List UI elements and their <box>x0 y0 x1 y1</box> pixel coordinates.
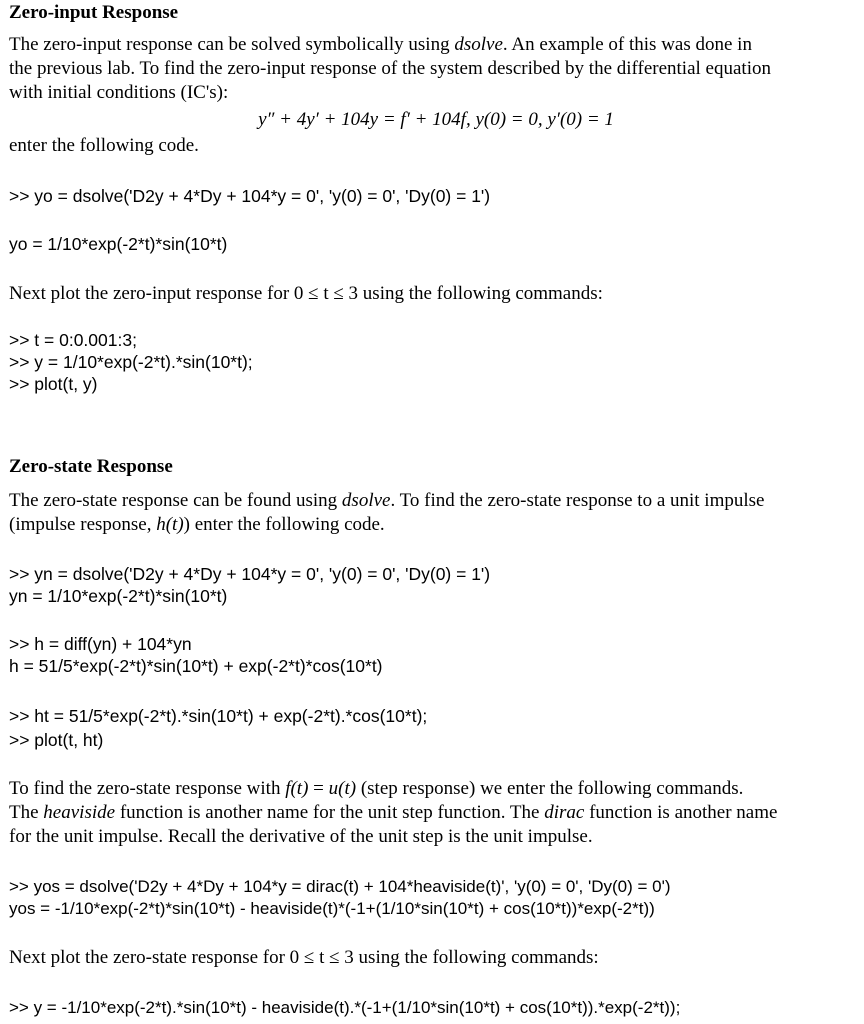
zero-input-plot-instruction: Next plot the zero-input response for 0 ≤ t ≤ 3 using the following commands: <box>9 283 603 304</box>
code-yn-result: yn = 1/10*exp(-2*t)*sin(10*t) <box>9 586 228 606</box>
differential-equation: y″ + 4y′ + 104y = f′ + 104f, y(0) = 0, y′(0) = 1 <box>258 109 614 130</box>
zero-input-paragraph-line-3: with initial conditions (IC's): <box>9 82 229 103</box>
zero-input-paragraph-line-5: enter the following code. <box>9 135 199 156</box>
zero-input-paragraph-line-2: the previous lab. To find the zero-input response of the system described by the differential equation <box>9 58 771 79</box>
code-plot-ty: >> plot(t, y) <box>9 374 98 394</box>
code-dsolve-yos: >> yos = dsolve('D2y + 4*Dy + 104*y = dirac(t) + 104*heaviside(t)', 'y(0) = 0', 'Dy(0) = 0') <box>9 877 671 896</box>
code-ht-expression: >> ht = 51/5*exp(-2*t).*sin(10*t) + exp(-2*t).*cos(10*t); <box>9 706 428 726</box>
code-yo-result: yo = 1/10*exp(-2*t)*sin(10*t) <box>9 234 228 254</box>
zero-state-paragraph-line-2: (impulse response, h(t)) enter the following code. <box>9 514 385 535</box>
code-y-expression: >> y = 1/10*exp(-2*t).*sin(10*t); <box>9 352 253 372</box>
step-response-paragraph-line-3: for the unit impulse. Recall the derivative of the unit step is the unit impulse. <box>9 826 593 847</box>
code-h-diff: >> h = diff(yn) + 104*yn <box>9 634 192 654</box>
zero-state-heading: Zero-state Response <box>9 456 173 477</box>
step-response-paragraph-line-1: To find the zero-state response with f(t) = u(t) (step response) we enter the following commands. <box>9 778 744 799</box>
code-dsolve-yo: >> yo = dsolve('D2y + 4*Dy + 104*y = 0', 'y(0) = 0', 'Dy(0) = 1') <box>9 186 491 206</box>
code-y-step-expression: >> y = -1/10*exp(-2*t).*sin(10*t) - heaviside(t).*(-1+(1/10*sin(10*t) + cos(10*t)).*exp(-2*t)); <box>9 998 681 1017</box>
code-plot-ht: >> plot(t, ht) <box>9 730 104 750</box>
code-dsolve-yn: >> yn = dsolve('D2y + 4*Dy + 104*y = 0', 'y(0) = 0', 'Dy(0) = 1') <box>9 564 491 584</box>
zero-input-paragraph-line-1: The zero-input response can be solved symbolically using dsolve. An example of this was done in <box>9 34 752 55</box>
zero-input-heading: Zero-input Response <box>9 2 179 23</box>
code-t-range: >> t = 0:0.001:3; <box>9 330 137 350</box>
zero-state-plot-instruction: Next plot the zero-state response for 0 ≤ t ≤ 3 using the following commands: <box>9 947 599 968</box>
code-yos-result: yos = -1/10*exp(-2*t)*sin(10*t) - heaviside(t)*(-1+(1/10*sin(10*t) + cos(10*t))*exp(-2*t)) <box>9 899 655 918</box>
step-response-paragraph-line-2: The heaviside function is another name for the unit step function. The dirac function is another name <box>9 802 778 823</box>
zero-state-paragraph-line-1: The zero-state response can be found using dsolve. To find the zero-state response to a unit impulse <box>9 490 765 511</box>
code-h-result: h = 51/5*exp(-2*t)*sin(10*t) + exp(-2*t)*cos(10*t) <box>9 656 383 676</box>
